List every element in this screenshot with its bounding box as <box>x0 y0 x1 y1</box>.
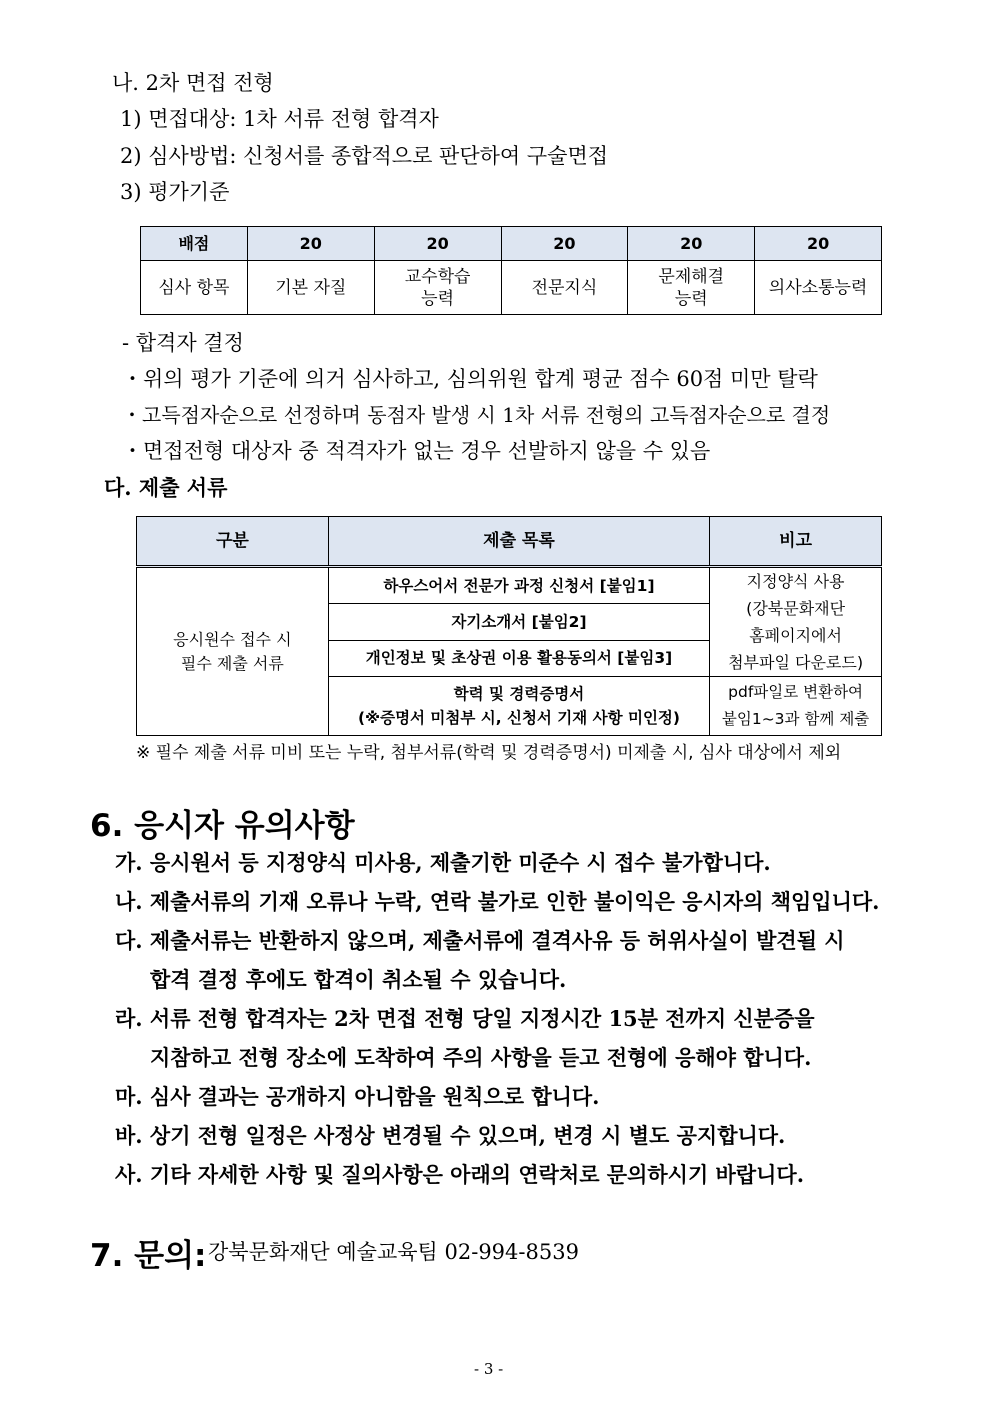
section-na-item: 2) 심사방법: 신청서를 종합적으로 판단하여 구술면접 <box>120 144 609 168</box>
section-da-heading: 다. 제출 서류 <box>104 475 228 500</box>
row-label-cell: 심사 항목 <box>141 261 248 315</box>
score-cell: 20 <box>628 227 755 261</box>
score-cell: 20 <box>247 227 374 261</box>
table-row <box>141 261 882 315</box>
header-cell: 배점 <box>141 227 248 261</box>
pass-decision-bullet: ・고득점자순으로 선정하며 동점자 발생 시 1차 서류 전형의 고득점자순으로 결정 <box>122 403 831 427</box>
header-cell: 비고 <box>710 517 882 567</box>
table-row <box>137 567 882 604</box>
pass-decision-title: - 합격자 결정 <box>122 331 244 355</box>
criterion-cell: 교수학습 능력 <box>374 261 501 315</box>
score-cell: 20 <box>374 227 501 261</box>
pass-decision-bullet: ・면접전형 대상자 중 적격자가 없는 경우 선발하지 않을 수 있음 <box>122 439 711 463</box>
notice-line: 라. 서류 전형 합격자는 2차 면접 전형 당일 지정시간 15분 전까지 신분증을 <box>115 1006 815 1031</box>
criterion-cell: 기본 자질 <box>247 261 374 315</box>
criterion-cell: 전문지식 <box>501 261 628 315</box>
document-item-cell: 학력 및 경력증명서 (※증명서 미첨부 시, 신청서 기재 사항 미인정) <box>328 677 709 736</box>
criterion-cell: 문제해결 능력 <box>628 261 755 315</box>
notice-line: 바. 상기 전형 일정은 사정상 변경될 수 있으며, 변경 시 별도 공지합니다. <box>115 1123 786 1148</box>
table-header-row <box>137 517 882 567</box>
category-cell: 응시원수 접수 시 필수 제출 서류 <box>137 567 329 736</box>
criterion-cell: 의사소통능력 <box>755 261 882 315</box>
evaluation-criteria-table <box>140 226 882 315</box>
header-cell: 제출 목록 <box>328 517 709 567</box>
note-cell: 지정양식 사용 (강북문화재단 홈페이지에서 첨부파일 다운로드) <box>710 567 882 677</box>
notice-line: 나. 제출서류의 기재 오류나 누락, 연락 불가로 인한 불이익은 응시자의 책임입니다. <box>115 889 880 914</box>
notice-line: 가. 응시원서 등 지정양식 미사용, 제출기한 미준수 시 접수 불가합니다. <box>115 850 771 875</box>
docs-footnote: ※ 필수 제출 서류 미비 또는 누락, 첨부서류(학력 및 경력증명서) 미제출 시, 심사 대상에서 제외 <box>136 743 842 763</box>
pass-decision-bullet: ・위의 평가 기준에 의거 심사하고, 심의위원 합계 평균 점수 60점 미만 탈락 <box>122 367 818 391</box>
section6-title: 6. 응시자 유의사항 <box>90 808 355 844</box>
section7-title: 7. 문의: <box>90 1238 207 1274</box>
page-number: - 3 - <box>474 1360 504 1378</box>
score-cell: 20 <box>755 227 882 261</box>
table-header-row <box>141 227 882 261</box>
document-item-cell: 자기소개서 [붙임2] <box>328 604 709 640</box>
notice-line: 지참하고 전형 장소에 도착하여 주의 사항을 듣고 전형에 응해야 합니다. <box>150 1045 812 1070</box>
note-cell: pdf파일로 변환하여 붙임1~3과 함께 제출 <box>710 677 882 736</box>
section-na-heading: 나. 2차 면접 전형 <box>112 71 274 95</box>
section-na-item: 3) 평가기준 <box>120 180 230 204</box>
score-cell: 20 <box>501 227 628 261</box>
submission-documents-table <box>136 516 882 736</box>
document-item-cell: 하우스어서 전문가 과정 신청서 [붙임1] <box>328 567 709 604</box>
header-cell: 구분 <box>137 517 329 567</box>
document-item-cell: 개인정보 및 초상권 이용 활용동의서 [붙임3] <box>328 640 709 676</box>
notice-line: 합격 결정 후에도 합격이 취소될 수 있습니다. <box>150 967 567 992</box>
section-na-item: 1) 면접대상: 1차 서류 전형 합격자 <box>120 107 439 131</box>
notice-line: 다. 제출서류는 반환하지 않으며, 제출서류에 결격사유 등 허위사실이 발견될 시 <box>115 928 845 953</box>
notice-line: 마. 심사 결과는 공개하지 아니함을 원칙으로 합니다. <box>115 1084 600 1109</box>
contact-info: 강북문화재단 예술교육팀 02-994-8539 <box>208 1240 579 1264</box>
notice-line: 사. 기타 자세한 사항 및 질의사항은 아래의 연락처로 문의하시기 바랍니다. <box>115 1162 804 1187</box>
